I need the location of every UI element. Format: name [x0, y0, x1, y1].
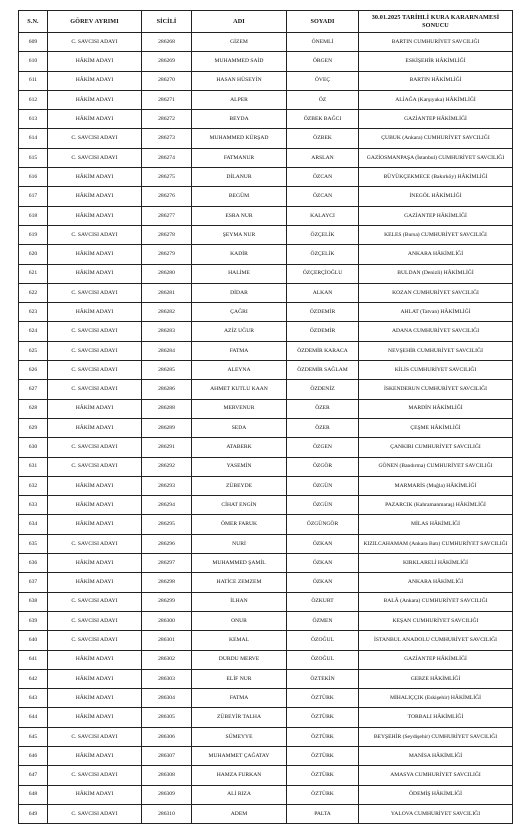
cell-gorev-ayrimi: HÂKİM ADAYI — [48, 785, 142, 804]
cell-sicili: 286284 — [142, 341, 192, 360]
table-row — [19, 225, 513, 244]
cell-gorev-ayrimi: HÂKİM ADAYI — [48, 187, 142, 206]
cell-sicili: 286292 — [142, 457, 192, 476]
header-gorev-ayrimi: GÖREV AYRIMI — [48, 11, 142, 33]
cell-adi: CİHAT ENGİN — [192, 496, 287, 515]
table-row — [19, 52, 513, 71]
cell-kura-sonucu: GAZİOSMANPAŞA (İstanbul) CUMHURİYET SAVCILIĞI — [359, 148, 513, 167]
cell-gorev-ayrimi: C. SAVCISI ADAYI — [48, 322, 142, 341]
cell-soyadi: ÖZ — [287, 90, 359, 109]
cell-soyadi: ÖZOĞUL — [287, 631, 359, 650]
cell-soyadi: ÖZÇELİK — [287, 225, 359, 244]
cell-gorev-ayrimi: HÂKİM ADAYI — [48, 573, 142, 592]
cell-sicili: 286273 — [142, 129, 192, 148]
table-row — [19, 33, 513, 52]
cell-kura-sonucu: MARMARİS (Muğla) HÂKİMLİĞİ — [359, 476, 513, 495]
cell-gorev-ayrimi: HÂKİM ADAYI — [48, 689, 142, 708]
cell-kura-sonucu: GAZİANTEP HÂKİMLİĞİ — [359, 206, 513, 225]
cell-gorev-ayrimi: HÂKİM ADAYI — [48, 52, 142, 71]
cell-gorev-ayrimi: HÂKİM ADAYI — [48, 650, 142, 669]
cell-kura-sonucu: KELES (Bursa) CUMHURİYET SAVCILIĞI — [359, 225, 513, 244]
cell-gorev-ayrimi: C. SAVCISI ADAYI — [48, 225, 142, 244]
cell-adi: ESRA NUR — [192, 206, 287, 225]
cell-sn: 613 — [19, 110, 48, 129]
cell-kura-sonucu: ANKARA HÂKİMLİĞİ — [359, 573, 513, 592]
cell-sn: 628 — [19, 399, 48, 418]
cell-sicili: 286278 — [142, 225, 192, 244]
cell-soyadi: ÖZER — [287, 399, 359, 418]
cell-sn: 621 — [19, 264, 48, 283]
cell-adi: ONUR — [192, 611, 287, 630]
cell-adi: FATMANUR — [192, 148, 287, 167]
cell-gorev-ayrimi: HÂKİM ADAYI — [48, 206, 142, 225]
cell-adi: SÜMEYYE — [192, 727, 287, 746]
cell-kura-sonucu: BARTIN CUMHURİYET SAVCILIĞI — [359, 33, 513, 52]
cell-gorev-ayrimi: C. SAVCISI ADAYI — [48, 631, 142, 650]
table-row — [19, 766, 513, 785]
cell-soyadi: ÖZTÜRK — [287, 708, 359, 727]
cell-adi: FATMA — [192, 689, 287, 708]
cell-adi: MUHAMMED ŞAMİL — [192, 554, 287, 573]
cell-soyadi: ÖZTÜRK — [287, 727, 359, 746]
cell-sn: 629 — [19, 418, 48, 437]
cell-gorev-ayrimi: HÂKİM ADAYI — [48, 71, 142, 90]
table-row — [19, 418, 513, 437]
table-row — [19, 592, 513, 611]
cell-kura-sonucu: MİLAS HÂKİMLİĞİ — [359, 515, 513, 534]
table-row — [19, 804, 513, 823]
cell-sicili: 286302 — [142, 650, 192, 669]
table-body — [19, 33, 513, 824]
cell-kura-sonucu: KOZAN CUMHURİYET SAVCILIĞI — [359, 283, 513, 302]
cell-sicili: 286310 — [142, 804, 192, 823]
cell-sn: 642 — [19, 669, 48, 688]
header-adi: ADI — [192, 11, 287, 33]
cell-kura-sonucu: ESKİŞEHİR HÂKİMLİĞİ — [359, 52, 513, 71]
cell-gorev-ayrimi: HÂKİM ADAYI — [48, 669, 142, 688]
cell-kura-sonucu: BALÂ (Ankara) CUMHURİYET SAVCILIĞI — [359, 592, 513, 611]
cell-sn: 633 — [19, 496, 48, 515]
cell-adi: GİZEM — [192, 33, 287, 52]
header-sicili: SİCİLİ — [142, 11, 192, 33]
cell-sn: 616 — [19, 168, 48, 187]
cell-soyadi: ÖVEÇ — [287, 71, 359, 90]
cell-sn: 622 — [19, 283, 48, 302]
table-row — [19, 380, 513, 399]
header-soyadi: SOYADI — [287, 11, 359, 33]
cell-adi: MUHAMMED SAİD — [192, 52, 287, 71]
cell-sn: 615 — [19, 148, 48, 167]
cell-sicili: 286280 — [142, 264, 192, 283]
cell-adi: DİDAR — [192, 283, 287, 302]
cell-adi: AHMET KUTLU KAAN — [192, 380, 287, 399]
cell-kura-sonucu: ÇEŞME HÂKİMLİĞİ — [359, 418, 513, 437]
cell-adi: ÇAĞRI — [192, 303, 287, 322]
cell-kura-sonucu: ÖDEMİŞ HÂKİMLİĞİ — [359, 785, 513, 804]
cell-sicili: 286274 — [142, 148, 192, 167]
cell-adi: MUHAMMED KÜRŞAD — [192, 129, 287, 148]
assignment-table — [18, 10, 513, 824]
cell-sicili: 286275 — [142, 168, 192, 187]
cell-gorev-ayrimi: C. SAVCISI ADAYI — [48, 361, 142, 380]
cell-sn: 640 — [19, 631, 48, 650]
cell-adi: DURDU MERVE — [192, 650, 287, 669]
cell-sn: 635 — [19, 534, 48, 553]
cell-kura-sonucu: AMASYA CUMHURİYET SAVCILIĞI — [359, 766, 513, 785]
table-header — [19, 11, 513, 33]
cell-adi: MUHAMMET ÇAĞATAY — [192, 746, 287, 765]
cell-gorev-ayrimi: C. SAVCISI ADAYI — [48, 283, 142, 302]
cell-sicili: 286283 — [142, 322, 192, 341]
table-row — [19, 631, 513, 650]
cell-adi: MERVENUR — [192, 399, 287, 418]
cell-gorev-ayrimi: HÂKİM ADAYI — [48, 168, 142, 187]
table-row — [19, 496, 513, 515]
table-row — [19, 303, 513, 322]
table-row — [19, 650, 513, 669]
cell-sicili: 286299 — [142, 592, 192, 611]
cell-adi: BEYDA — [192, 110, 287, 129]
cell-sn: 632 — [19, 476, 48, 495]
cell-sn: 647 — [19, 766, 48, 785]
cell-kura-sonucu: KIRKLARELİ HÂKİMLİĞİ — [359, 554, 513, 573]
cell-soyadi: ÖZDEMİR — [287, 322, 359, 341]
cell-adi: ALİ RIZA — [192, 785, 287, 804]
cell-gorev-ayrimi: C. SAVCISI ADAYI — [48, 727, 142, 746]
cell-adi: ATABERK — [192, 438, 287, 457]
table-row — [19, 322, 513, 341]
cell-soyadi: ÖZTÜRK — [287, 785, 359, 804]
cell-gorev-ayrimi: HÂKİM ADAYI — [48, 496, 142, 515]
cell-kura-sonucu: MARDİN HÂKİMLİĞİ — [359, 399, 513, 418]
cell-soyadi: ÖZBEK BAĞCI — [287, 110, 359, 129]
cell-soyadi: ÖZDENİZ — [287, 380, 359, 399]
cell-soyadi: ARSLAN — [287, 148, 359, 167]
cell-gorev-ayrimi: C. SAVCISI ADAYI — [48, 380, 142, 399]
cell-adi: İLHAN — [192, 592, 287, 611]
cell-soyadi: ÖZER — [287, 418, 359, 437]
cell-soyadi: ÖZDEMİR SAĞLAM — [287, 361, 359, 380]
cell-sn: 624 — [19, 322, 48, 341]
table-row — [19, 283, 513, 302]
cell-adi: KEMAL — [192, 631, 287, 650]
cell-sicili: 286288 — [142, 399, 192, 418]
cell-sicili: 286289 — [142, 418, 192, 437]
cell-soyadi: ÖNEMLİ — [287, 33, 359, 52]
cell-sicili: 286281 — [142, 283, 192, 302]
cell-gorev-ayrimi: HÂKİM ADAYI — [48, 708, 142, 727]
cell-soyadi: ÖZKAN — [287, 534, 359, 553]
table-row — [19, 785, 513, 804]
cell-kura-sonucu: İNEGÖL HÂKİMLİĞİ — [359, 187, 513, 206]
table-row — [19, 515, 513, 534]
cell-gorev-ayrimi: HÂKİM ADAYI — [48, 90, 142, 109]
cell-kura-sonucu: İSTANBUL ANADOLU CUMHURİYET SAVCILIĞI — [359, 631, 513, 650]
table-row — [19, 187, 513, 206]
cell-soyadi: ÖZKAN — [287, 573, 359, 592]
cell-soyadi: ÖZKAN — [287, 554, 359, 573]
cell-gorev-ayrimi: C. SAVCISI ADAYI — [48, 534, 142, 553]
cell-soyadi: ÖZMEN — [287, 611, 359, 630]
table-row — [19, 457, 513, 476]
cell-adi: BEGÜM — [192, 187, 287, 206]
cell-soyadi: ÖZDEMİR — [287, 303, 359, 322]
cell-sn: 646 — [19, 746, 48, 765]
cell-sn: 648 — [19, 785, 48, 804]
header-row — [19, 11, 513, 33]
table-row — [19, 554, 513, 573]
table-row — [19, 476, 513, 495]
table-row — [19, 689, 513, 708]
cell-kura-sonucu: ÇUBUK (Ankara) CUMHURİYET SAVCILIĞI — [359, 129, 513, 148]
cell-kura-sonucu: MİHALIÇÇIK (Eskişehir) HÂKİMLİĞİ — [359, 689, 513, 708]
cell-soyadi: PALTA — [287, 804, 359, 823]
table-row — [19, 727, 513, 746]
cell-soyadi: ÖZGEN — [287, 438, 359, 457]
cell-gorev-ayrimi: HÂKİM ADAYI — [48, 264, 142, 283]
cell-adi: ZÜBEYİR TALHA — [192, 708, 287, 727]
cell-gorev-ayrimi: C. SAVCISI ADAYI — [48, 457, 142, 476]
cell-soyadi: ÖZCAN — [287, 168, 359, 187]
cell-adi: AZİZ UĞUR — [192, 322, 287, 341]
cell-sn: 610 — [19, 52, 48, 71]
cell-sn: 625 — [19, 341, 48, 360]
cell-kura-sonucu: ALİAĞA (Karşıyaka) HÂKİMLİĞİ — [359, 90, 513, 109]
cell-sicili: 286286 — [142, 380, 192, 399]
cell-sn: 641 — [19, 650, 48, 669]
cell-gorev-ayrimi: HÂKİM ADAYI — [48, 110, 142, 129]
cell-sicili: 286272 — [142, 110, 192, 129]
cell-gorev-ayrimi: C. SAVCISI ADAYI — [48, 148, 142, 167]
table-row — [19, 90, 513, 109]
table-row — [19, 669, 513, 688]
cell-adi: ALEYNA — [192, 361, 287, 380]
cell-kura-sonucu: TORBALI HÂKİMLİĞİ — [359, 708, 513, 727]
cell-soyadi: ÖZOĞUL — [287, 650, 359, 669]
cell-kura-sonucu: GAZİANTEP HÂKİMLİĞİ — [359, 110, 513, 129]
table-row — [19, 341, 513, 360]
cell-adi: ALPER — [192, 90, 287, 109]
cell-kura-sonucu: GEBZE HÂKİMLİĞİ — [359, 669, 513, 688]
cell-gorev-ayrimi: HÂKİM ADAYI — [48, 418, 142, 437]
cell-kura-sonucu: GAZİANTEP HÂKİMLİĞİ — [359, 650, 513, 669]
table-row — [19, 399, 513, 418]
cell-adi: HALİME — [192, 264, 287, 283]
cell-adi: DİLANUR — [192, 168, 287, 187]
cell-gorev-ayrimi: C. SAVCISI ADAYI — [48, 341, 142, 360]
cell-kura-sonucu: KIZILCAHAMAM (Ankara Batı) CUMHURİYET SAVCILIĞI — [359, 534, 513, 553]
cell-gorev-ayrimi: C. SAVCISI ADAYI — [48, 438, 142, 457]
cell-sn: 611 — [19, 71, 48, 90]
table-row — [19, 129, 513, 148]
cell-soyadi: ÖZCAN — [287, 187, 359, 206]
cell-sicili: 286306 — [142, 727, 192, 746]
cell-kura-sonucu: BULDAN (Denizli) HÂKİMLİĞİ — [359, 264, 513, 283]
cell-adi: SEDA — [192, 418, 287, 437]
table-row — [19, 438, 513, 457]
table-row — [19, 708, 513, 727]
cell-sn: 620 — [19, 245, 48, 264]
table-row — [19, 746, 513, 765]
cell-gorev-ayrimi: C. SAVCISI ADAYI — [48, 592, 142, 611]
cell-adi: ELİF NUR — [192, 669, 287, 688]
cell-adi: HAMZA FURKAN — [192, 766, 287, 785]
cell-sicili: 286271 — [142, 90, 192, 109]
cell-gorev-ayrimi: C. SAVCISI ADAYI — [48, 129, 142, 148]
cell-soyadi: KALAYCI — [287, 206, 359, 225]
table-row — [19, 534, 513, 553]
cell-sn: 614 — [19, 129, 48, 148]
cell-adi: HASAN HÜSEYİN — [192, 71, 287, 90]
table-row — [19, 206, 513, 225]
cell-soyadi: ÖZTÜRK — [287, 766, 359, 785]
cell-gorev-ayrimi: HÂKİM ADAYI — [48, 476, 142, 495]
cell-sn: 643 — [19, 689, 48, 708]
cell-kura-sonucu: MANİSA HÂKİMLİĞİ — [359, 746, 513, 765]
cell-gorev-ayrimi: HÂKİM ADAYI — [48, 303, 142, 322]
cell-sn: 612 — [19, 90, 48, 109]
cell-kura-sonucu: KEŞAN CUMHURİYET SAVCILIĞI — [359, 611, 513, 630]
cell-gorev-ayrimi: HÂKİM ADAYI — [48, 399, 142, 418]
table-row — [19, 361, 513, 380]
cell-gorev-ayrimi: C. SAVCISI ADAYI — [48, 611, 142, 630]
header-sn: S.N. — [19, 11, 48, 33]
cell-kura-sonucu: BARTIN HÂKİMLİĞİ — [359, 71, 513, 90]
cell-kura-sonucu: ÇANKIRI CUMHURİYET SAVCILIĞI — [359, 438, 513, 457]
cell-adi: HATİCE ZEMZEM — [192, 573, 287, 592]
cell-gorev-ayrimi: HÂKİM ADAYI — [48, 554, 142, 573]
cell-sicili: 286270 — [142, 71, 192, 90]
cell-adi: NURİ — [192, 534, 287, 553]
cell-sn: 623 — [19, 303, 48, 322]
cell-sn: 638 — [19, 592, 48, 611]
cell-soyadi: ÖZÇERÇİOĞLU — [287, 264, 359, 283]
cell-soyadi: ÖRGEN — [287, 52, 359, 71]
cell-sn: 609 — [19, 33, 48, 52]
cell-sn: 637 — [19, 573, 48, 592]
cell-kura-sonucu: AHLAT (Tatvan) HÂKİMLİĞİ — [359, 303, 513, 322]
cell-sn: 639 — [19, 611, 48, 630]
cell-adi: YASEMİN — [192, 457, 287, 476]
cell-kura-sonucu: YALOVA CUMHURİYET SAVCILIĞI — [359, 804, 513, 823]
cell-sicili: 286309 — [142, 785, 192, 804]
cell-sicili: 286293 — [142, 476, 192, 495]
table-row — [19, 71, 513, 90]
cell-kura-sonucu: İSKENDERUN CUMHURİYET SAVCILIĞI — [359, 380, 513, 399]
cell-sicili: 286300 — [142, 611, 192, 630]
cell-sicili: 286307 — [142, 746, 192, 765]
cell-soyadi: ÖZTEKİN — [287, 669, 359, 688]
cell-soyadi: ÖZGÜN — [287, 496, 359, 515]
cell-adi: ŞEYMA NUR — [192, 225, 287, 244]
cell-soyadi: ÖZGÜNGÖR — [287, 515, 359, 534]
table-row — [19, 245, 513, 264]
cell-sicili: 286285 — [142, 361, 192, 380]
cell-sicili: 286301 — [142, 631, 192, 650]
cell-sicili: 286294 — [142, 496, 192, 515]
cell-sicili: 286282 — [142, 303, 192, 322]
table-row — [19, 168, 513, 187]
cell-sn: 619 — [19, 225, 48, 244]
cell-soyadi: ÖZKURT — [287, 592, 359, 611]
cell-soyadi: ÖZTÜRK — [287, 746, 359, 765]
cell-kura-sonucu: GÖNEN (Bandırma) CUMHURİYET SAVCILIĞI — [359, 457, 513, 476]
cell-sn: 617 — [19, 187, 48, 206]
cell-kura-sonucu: PAZARCIK (Kahramanmaraş) HÂKİMLİĞİ — [359, 496, 513, 515]
cell-kura-sonucu: ADANA CUMHURİYET SAVCILIĞI — [359, 322, 513, 341]
table-row — [19, 573, 513, 592]
cell-sn: 649 — [19, 804, 48, 823]
cell-sicili: 286298 — [142, 573, 192, 592]
cell-adi: ZÜBEYDE — [192, 476, 287, 495]
cell-sicili: 286303 — [142, 669, 192, 688]
cell-sicili: 286269 — [142, 52, 192, 71]
cell-gorev-ayrimi: HÂKİM ADAYI — [48, 515, 142, 534]
cell-soyadi: ÖZÇELİK — [287, 245, 359, 264]
cell-kura-sonucu: BEYŞEHİR (Seydişehir) CUMHURİYET SAVCILIĞI — [359, 727, 513, 746]
table-row — [19, 110, 513, 129]
cell-adi: FATMA — [192, 341, 287, 360]
cell-gorev-ayrimi: HÂKİM ADAYI — [48, 746, 142, 765]
cell-sicili: 286305 — [142, 708, 192, 727]
cell-sicili: 286296 — [142, 534, 192, 553]
cell-sicili: 286279 — [142, 245, 192, 264]
cell-kura-sonucu: KİLİS CUMHURİYET SAVCILIĞI — [359, 361, 513, 380]
cell-gorev-ayrimi: HÂKİM ADAYI — [48, 245, 142, 264]
cell-soyadi: ÖZGÜN — [287, 476, 359, 495]
table-row — [19, 264, 513, 283]
cell-sn: 627 — [19, 380, 48, 399]
cell-sicili: 286295 — [142, 515, 192, 534]
cell-adi: ADEM — [192, 804, 287, 823]
cell-gorev-ayrimi: C. SAVCISI ADAYI — [48, 766, 142, 785]
cell-soyadi: ALKAN — [287, 283, 359, 302]
cell-sicili: 286277 — [142, 206, 192, 225]
header-kura-sonucu: 30.01.2025 TARİHLİ KURA KARARNAMESİ SONUCU — [359, 11, 513, 33]
cell-adi: KADİR — [192, 245, 287, 264]
cell-kura-sonucu: BÜYÜKÇEKMECE (Bakırköy) HÂKİMLİĞİ — [359, 168, 513, 187]
cell-sn: 618 — [19, 206, 48, 225]
cell-adi: ÖMER FARUK — [192, 515, 287, 534]
cell-kura-sonucu: ANKARA HÂKİMLİĞİ — [359, 245, 513, 264]
cell-soyadi: ÖZDEMİR KARACA — [287, 341, 359, 360]
cell-sn: 631 — [19, 457, 48, 476]
cell-soyadi: ÖZBEK — [287, 129, 359, 148]
cell-sn: 636 — [19, 554, 48, 573]
cell-soyadi: ÖZGÖR — [287, 457, 359, 476]
cell-kura-sonucu: NEVŞEHİR CUMHURİYET SAVCILIĞI — [359, 341, 513, 360]
cell-sicili: 286291 — [142, 438, 192, 457]
cell-sicili: 286276 — [142, 187, 192, 206]
cell-sn: 644 — [19, 708, 48, 727]
cell-sn: 626 — [19, 361, 48, 380]
cell-sn: 634 — [19, 515, 48, 534]
cell-gorev-ayrimi: C. SAVCISI ADAYI — [48, 804, 142, 823]
cell-sicili: 286268 — [142, 33, 192, 52]
cell-sicili: 286304 — [142, 689, 192, 708]
cell-gorev-ayrimi: C. SAVCISI ADAYI — [48, 33, 142, 52]
cell-soyadi: ÖZTÜRK — [287, 689, 359, 708]
table-row — [19, 611, 513, 630]
cell-sicili: 286297 — [142, 554, 192, 573]
cell-sn: 630 — [19, 438, 48, 457]
cell-sn: 645 — [19, 727, 48, 746]
table-row — [19, 148, 513, 167]
cell-sicili: 286308 — [142, 766, 192, 785]
